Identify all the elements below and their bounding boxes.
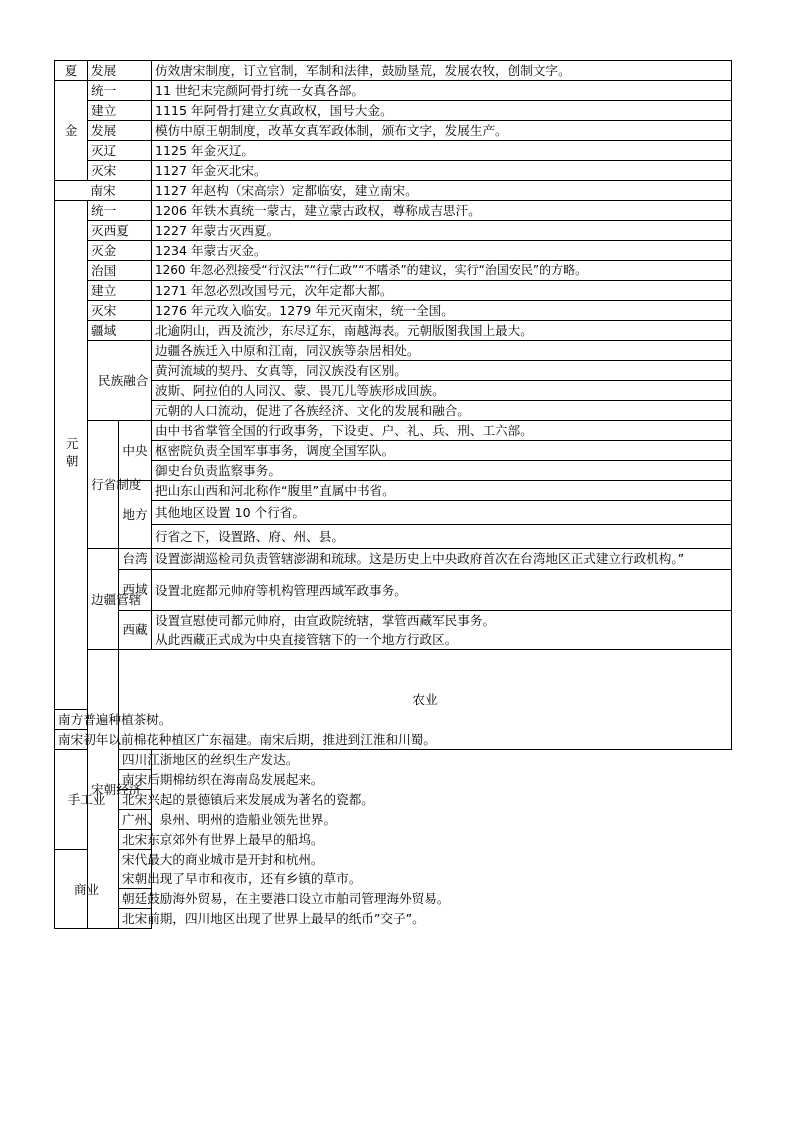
dynasty-nansong: 南宋: [55, 181, 152, 201]
content-cell: 由中书省掌管全国的行政事务，下设吏、户、礼、兵、刑、工六部。: [152, 421, 732, 441]
table-row: [55, 909, 732, 929]
table-row: [55, 570, 732, 611]
table-row: [55, 889, 732, 909]
dynasty-jin: 金: [55, 81, 88, 181]
agri-label: 农业: [119, 650, 732, 750]
content-cell: 北宋东京郊外有世界上最早的船坞。: [119, 830, 152, 850]
table-row: [55, 61, 732, 81]
table-row: [55, 401, 732, 421]
content-cell: 南宋初年以前棉花种植区广东福建。南宋后期，推进到江淮和川蜀。: [55, 730, 88, 750]
content-cell: 御史台负责监察事务。: [152, 461, 732, 481]
commerce-label: 商业: [55, 850, 119, 929]
content-cell: 黄河流域的契丹、女真等，同汉族没有区别。: [152, 361, 732, 381]
content-cell: 南宋后期棉纺织在海南岛发展起来。: [119, 770, 152, 790]
table-row: [55, 381, 732, 401]
content-cell: 朝廷鼓励海外贸易，在主要港口设立市舶司管理海外贸易。: [119, 889, 152, 909]
table-row: [55, 181, 732, 201]
content-cell: 1127 年赵构（宋高宗）定都临安，建立南宋。: [152, 181, 732, 201]
xizang-label: 西藏: [119, 611, 152, 650]
topic-cell: 建立: [88, 101, 152, 121]
content-cell: 1206 年铁木真统一蒙古，建立蒙古政权，尊称成吉思汗。: [152, 201, 732, 221]
xiyu-label: 西域: [119, 570, 152, 611]
table-row: [55, 141, 732, 161]
content-cell: 北宋兴起的景德镇后来发展成为著名的瓷都。: [119, 790, 152, 810]
content-cell: 行省之下，设置路、府、州、县。: [152, 525, 732, 549]
table-row: [55, 201, 732, 221]
table-row: [55, 650, 732, 670]
content-cell: 模仿中原王朝制度，改革女真军政体制，颁布文字，发展生产。: [152, 121, 732, 141]
table-row: [55, 321, 732, 341]
content-cell: 1227 年蒙古灭西夏。: [152, 221, 732, 241]
table-row: [55, 441, 732, 461]
table-row: [55, 630, 732, 650]
content-cell: 1276 年元攻入临安。1279 年元灭南宋，统一全国。: [152, 301, 732, 321]
content-cell: 宋代最大的商业城市是开封和杭州。: [119, 850, 152, 870]
content-cell: 广州、泉州、明州的造船业领先世界。: [119, 810, 152, 830]
table-row: [55, 501, 732, 525]
topic-cell: 统一: [88, 201, 152, 221]
topic-cell: 灭辽: [88, 141, 152, 161]
content-cell: 设置北庭都元帅府等机构管理西域军政事务。: [152, 570, 732, 611]
songjingji-label: 宋朝经济: [88, 650, 119, 929]
table-row: [55, 830, 732, 850]
topic-cell: 疆域: [88, 321, 152, 341]
topic-cell: 灭金: [88, 241, 152, 261]
taiwan-label: 台湾: [119, 549, 152, 570]
table-row: [55, 241, 732, 261]
table-row: [55, 869, 732, 889]
table-row: [55, 770, 732, 790]
dynasty-yuan: 元朝: [55, 201, 88, 710]
content-cell: 南方普遍种植茶树。: [55, 710, 88, 730]
content-cell: 设置澎湖巡检司负责管辖澎湖和琉球。这是历史上中央政府首次在台湾地区正式建立行政机构。”: [152, 549, 732, 570]
content-cell: 把山东山西和河北称作“腹里”直属中书省。: [152, 481, 732, 501]
content-cell: 北宋前期，四川地区出现了世界上最早的纸币”交子”。: [119, 909, 152, 929]
content-cell: 四川江浙地区的丝织生产发达。: [119, 750, 152, 770]
table-row: [55, 161, 732, 181]
topic-cell: 灭西夏: [88, 221, 152, 241]
table-row: [55, 221, 732, 241]
content-cell: 仿效唐宋制度，订立官制，军制和法律，鼓励垦荒，发展农牧，创制文字。: [152, 61, 732, 81]
central-label: 中央: [119, 421, 152, 481]
table-row: [55, 341, 732, 361]
content-cell: 1115 年阿骨打建立女真政权，国号大金。: [152, 101, 732, 121]
history-table: [54, 60, 732, 929]
xingsheng-label: 行省制度: [88, 421, 119, 549]
content-cell: 1127 年金灭北宋。: [152, 161, 732, 181]
content-cell: 北逾阴山，西及流沙，东尽辽东，南越海表。元朝版图我国上最大。: [152, 321, 732, 341]
table-row: [55, 525, 732, 549]
local-label: 地方: [119, 481, 152, 549]
table-row: [55, 121, 732, 141]
table-row: [55, 549, 732, 570]
bianjiang-label: 边疆管辖: [88, 549, 119, 650]
content-cell: 枢密院负责全国军事事务，调度全国军队。: [152, 441, 732, 461]
dynasty-xia: 夏: [55, 61, 88, 81]
table-row: [55, 850, 732, 870]
content-cell: 1234 年蒙古灭金。: [152, 241, 732, 261]
table-row: [55, 750, 732, 770]
table-row: [55, 81, 732, 101]
table-row: [55, 421, 732, 441]
table-row: [55, 461, 732, 481]
content-cell: 从此西藏正式成为中央直接管辖下的一个地方行政区。: [152, 630, 732, 650]
table-row: [55, 281, 732, 301]
table-row: [55, 361, 732, 381]
topic-cell: 发展: [88, 121, 152, 141]
content-cell: 1271 年忽必烈改国号元，次年定都大都。: [152, 281, 732, 301]
table-row: [55, 101, 732, 121]
table-row: [55, 481, 732, 501]
topic-cell: 统一: [88, 81, 152, 101]
content-cell: 11 世纪末完颜阿骨打统一女真各部。: [152, 81, 732, 101]
content-cell: 波斯、阿拉伯的人同汉、蒙、畏兀儿等族形成回族。: [152, 381, 732, 401]
table-row: [55, 790, 732, 810]
table-row: [55, 261, 732, 281]
content-cell: 设置宣慰使司都元帅府，由宣政院统辖，掌管西藏军民事务。: [152, 611, 732, 631]
topic-cell: 发展: [88, 61, 152, 81]
table-row: [55, 810, 732, 830]
table-row: [55, 301, 732, 321]
topic-cell: 治国: [88, 261, 152, 281]
craft-label: 手工业: [55, 750, 119, 850]
content-cell: 1260 年忽必烈接受“行汉法”“行仁政”“不嗜杀”的建议，实行“治国安民”的方略。: [152, 261, 732, 281]
content-cell: 1125 年金灭辽。: [152, 141, 732, 161]
content-cell: 其他地区设置 10 个行省。: [152, 501, 732, 525]
topic-cell: 灭宋: [88, 301, 152, 321]
content-cell: 边疆各族迁入中原和江南，同汉族等杂居相处。: [152, 341, 732, 361]
topic-cell: 建立: [88, 281, 152, 301]
topic-cell: 灭宋: [88, 161, 152, 181]
table-row: [55, 611, 732, 631]
content-cell: 元朝的人口流动，促进了各族经济、文化的发展和融合。: [152, 401, 732, 421]
minzu-label: 民族融合: [88, 341, 152, 421]
content-cell: 宋朝出现了早市和夜市，还有乡镇的草市。: [119, 869, 152, 889]
